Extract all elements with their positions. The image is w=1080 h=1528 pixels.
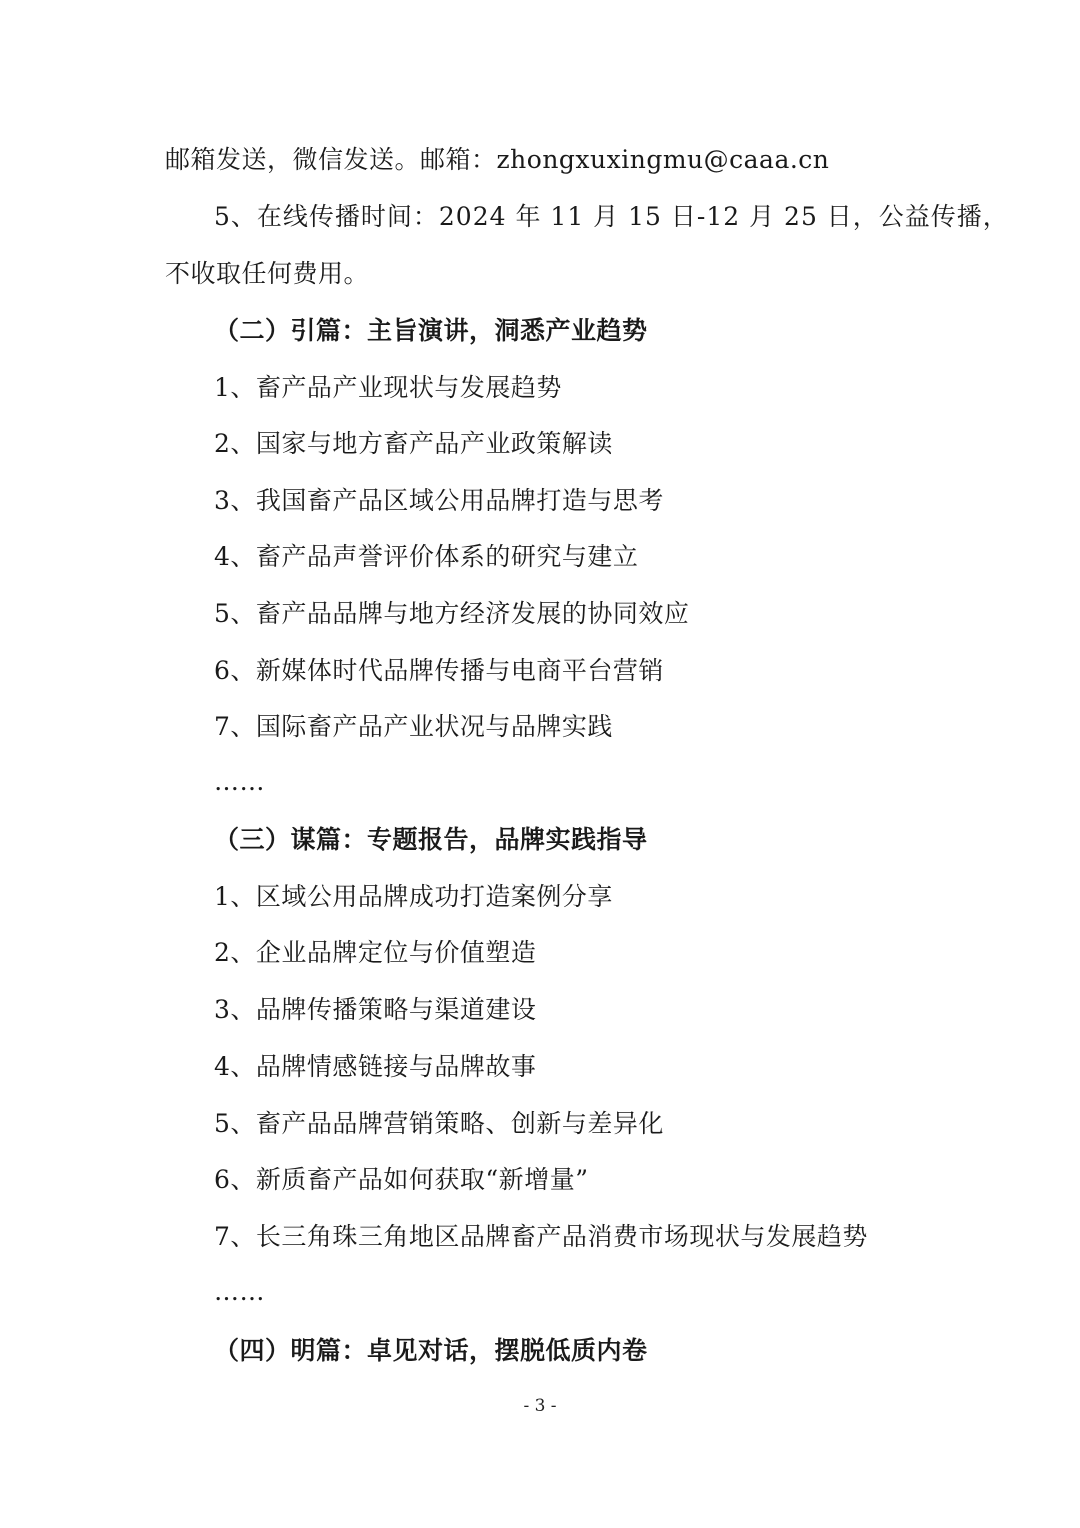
list-item: 2、国家与地方畜产品产业政策解读 xyxy=(214,429,613,458)
list-item: 1、畜产品产业现状与发展趋势 xyxy=(214,373,562,402)
page-number: - 3 - xyxy=(523,1396,557,1416)
ellipsis: …… xyxy=(214,767,265,796)
list-item: 5、畜产品品牌与地方经济发展的协同效应 xyxy=(214,599,690,628)
list-item: 7、国际畜产品产业状况与品牌实践 xyxy=(214,712,613,741)
list-item: 4、品牌情感链接与品牌故事 xyxy=(214,1052,537,1081)
section-heading-2: （二）引篇：主旨演讲，洞悉产业趋势 xyxy=(214,316,648,345)
paragraph-no-fee: 不收取任何费用。 xyxy=(165,259,370,288)
list-item: 1、区域公用品牌成功打造案例分享 xyxy=(214,882,613,911)
paragraph-email-line: 邮箱发送，微信发送。邮箱：zhongxuxingmu@caaa.cn xyxy=(165,145,830,174)
list-item: 7、长三角珠三角地区品牌畜产品消费市场现状与发展趋势 xyxy=(214,1222,868,1251)
section-heading-3: （三）谋篇：专题报告，品牌实践指导 xyxy=(214,825,648,854)
ellipsis: …… xyxy=(214,1277,265,1306)
section-heading-4: （四）明篇：卓见对话，摆脱低质内卷 xyxy=(214,1336,648,1365)
list-item: 3、我国畜产品区域公用品牌打造与思考 xyxy=(214,486,664,515)
list-item: 6、新质畜产品如何获取“新增量” xyxy=(214,1165,589,1194)
list-item: 6、新媒体时代品牌传播与电商平台营销 xyxy=(214,656,664,685)
list-item: 5、畜产品品牌营销策略、创新与差异化 xyxy=(214,1109,664,1138)
paragraph-broadcast-time: 5、在线传播时间：2024 年 11 月 15 日-12 月 25 日，公益传播， xyxy=(214,202,1009,231)
list-item: 2、企业品牌定位与价值塑造 xyxy=(214,938,537,967)
list-item: 3、品牌传播策略与渠道建设 xyxy=(214,995,537,1024)
list-item: 4、畜产品声誉评价体系的研究与建立 xyxy=(214,542,639,571)
